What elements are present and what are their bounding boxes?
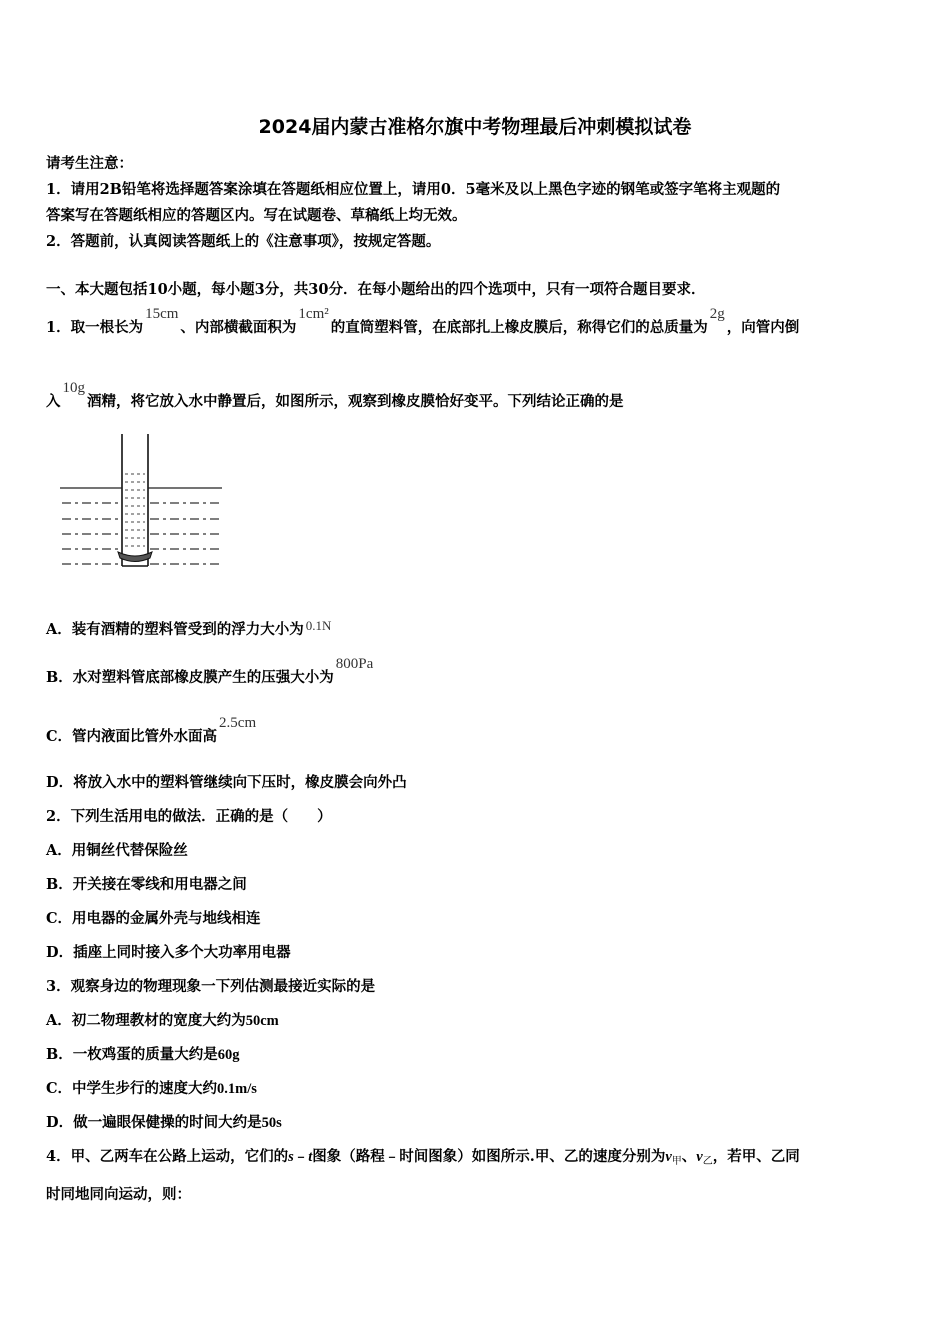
q4-separator: 、 [681, 1148, 697, 1165]
q4-subscript-jia: 甲 [671, 1156, 682, 1167]
q2-option-c: C．用电器的金属外壳与地线相连 [46, 910, 261, 927]
q1-option-a-text: A．装有酒精的塑料管受到的浮力大小为 [46, 621, 304, 638]
section-1-heading: 一、本大题包括10小题，每小题3分，共30分．在每小题给出的四个选项中，只有一项符合题目要求． [46, 281, 706, 298]
page-title: 2024届内蒙古准格尔旗中考物理最后冲刺模拟试卷 [258, 116, 692, 138]
q2-option-b: B．开关接在零线和用电器之间 [46, 876, 247, 893]
q1-option-d: D．将放入水中的塑料管继续向下压时，橡皮膜会向外凸 [46, 774, 407, 791]
q4-symbol-v-jia: v [665, 1149, 672, 1165]
q4-symbol-v-yi: v [696, 1149, 703, 1165]
q4-text-3: ，若甲、乙同 [712, 1148, 800, 1165]
q2-stem: 2．下列生活用电的做法．正确的是（ ） [46, 808, 332, 825]
q1-option-a-value: 0.1N [305, 618, 332, 633]
notice-heading: 请考生注意： [46, 155, 133, 172]
q2-option-d: D．插座上同时接入多个大功率用电器 [46, 944, 291, 961]
q2-option-a: A．用铜丝代替保险丝 [46, 842, 188, 859]
q3-option-a-value: 50cm [245, 1013, 279, 1029]
alcohol-inside-tube [125, 474, 145, 546]
q1-tube-in-water-figure [56, 430, 226, 580]
q4-text-1: 4．甲、乙两车在公路上运动，它们的 [46, 1148, 289, 1165]
q4-symbol-s: s [288, 1149, 294, 1165]
q3-option-b [46, 1043, 240, 1064]
q3-option-d-text: D．做一遍眼保健操的时间大约是 [46, 1114, 262, 1131]
q1-option-c [46, 715, 258, 746]
q1-stem-line-1 [46, 306, 800, 337]
q4-stem-line-2: 时同地同向运动，则： [46, 1186, 191, 1203]
q1-area-value: 1cm² [298, 306, 329, 322]
q4-stem-line-1 [46, 1145, 800, 1166]
q3-option-b-value: 60g [217, 1047, 240, 1063]
q1-text-5: 入 [46, 393, 61, 410]
q3-option-c-text: C．中学生步行的速度大约 [46, 1080, 218, 1097]
q4-text-2: 图象（路程﹣时间图象）如图所示.甲、乙的速度分别为 [312, 1148, 666, 1165]
notice-item-2: 2．答题前，认真阅读答题纸上的《注意事项》，按规定答题。 [46, 233, 441, 250]
q1-text-2: 、内部横截面积为 [180, 319, 297, 336]
q1-option-b-value: 800Pa [335, 656, 374, 672]
q1-stem-line-2 [46, 380, 624, 411]
notice-item-1-line-2: 答案写在答题纸相应的答题区内。写在试题卷、草稿纸上均无效。 [46, 207, 467, 224]
q1-text-6: 酒精，将它放入水中静置后，如图所示，观察到橡皮膜恰好变平。下列结论正确的是 [87, 393, 624, 410]
q1-alcohol-mass-value: 10g [62, 380, 85, 396]
q1-length-value: 15cm [145, 306, 179, 322]
q1-text-1: 1．取一根长为 [46, 319, 144, 336]
q4-symbol-t: t [308, 1149, 313, 1165]
q1-option-c-value: 2.5cm [219, 715, 257, 731]
q1-text-3: 的直筒塑料管，在底部扎上橡皮膜后，称得它们的总质量为 [330, 319, 708, 336]
q4-subscript-yi: 乙 [702, 1156, 713, 1167]
q1-text-4: ，向管内倒 [726, 319, 800, 336]
q3-option-c [46, 1077, 257, 1098]
q3-option-d [46, 1111, 282, 1132]
q1-option-a [46, 618, 331, 639]
rubber-membrane [118, 552, 152, 562]
q3-option-c-value: 0.1m/s [217, 1081, 257, 1097]
q4-symbol-dash: ﹣ [293, 1148, 309, 1165]
q3-option-a [46, 1009, 279, 1030]
q1-option-b-text: B．水对塑料管底部橡皮膜产生的压强大小为 [46, 669, 334, 686]
q3-option-b-text: B．一枚鸡蛋的质量大约是 [46, 1046, 218, 1063]
q3-option-a-text: A．初二物理教材的宽度大约为 [46, 1012, 246, 1029]
q1-mass-value: 2g [709, 306, 725, 322]
notice-item-1-line-1: 1．请用2B铅笔将选择题答案涂填在答题纸相应位置上，请用0．5毫米及以上黑色字迹的钢笔或签字笔将主观题的 [46, 181, 781, 198]
q1-option-c-text: C．管内液面比管外水面高 [46, 728, 218, 745]
q1-option-b [46, 656, 375, 687]
q3-option-d-value: 50s [261, 1115, 282, 1131]
q3-stem: 3．观察身边的物理现象一下列估测最接近实际的是 [46, 978, 376, 995]
